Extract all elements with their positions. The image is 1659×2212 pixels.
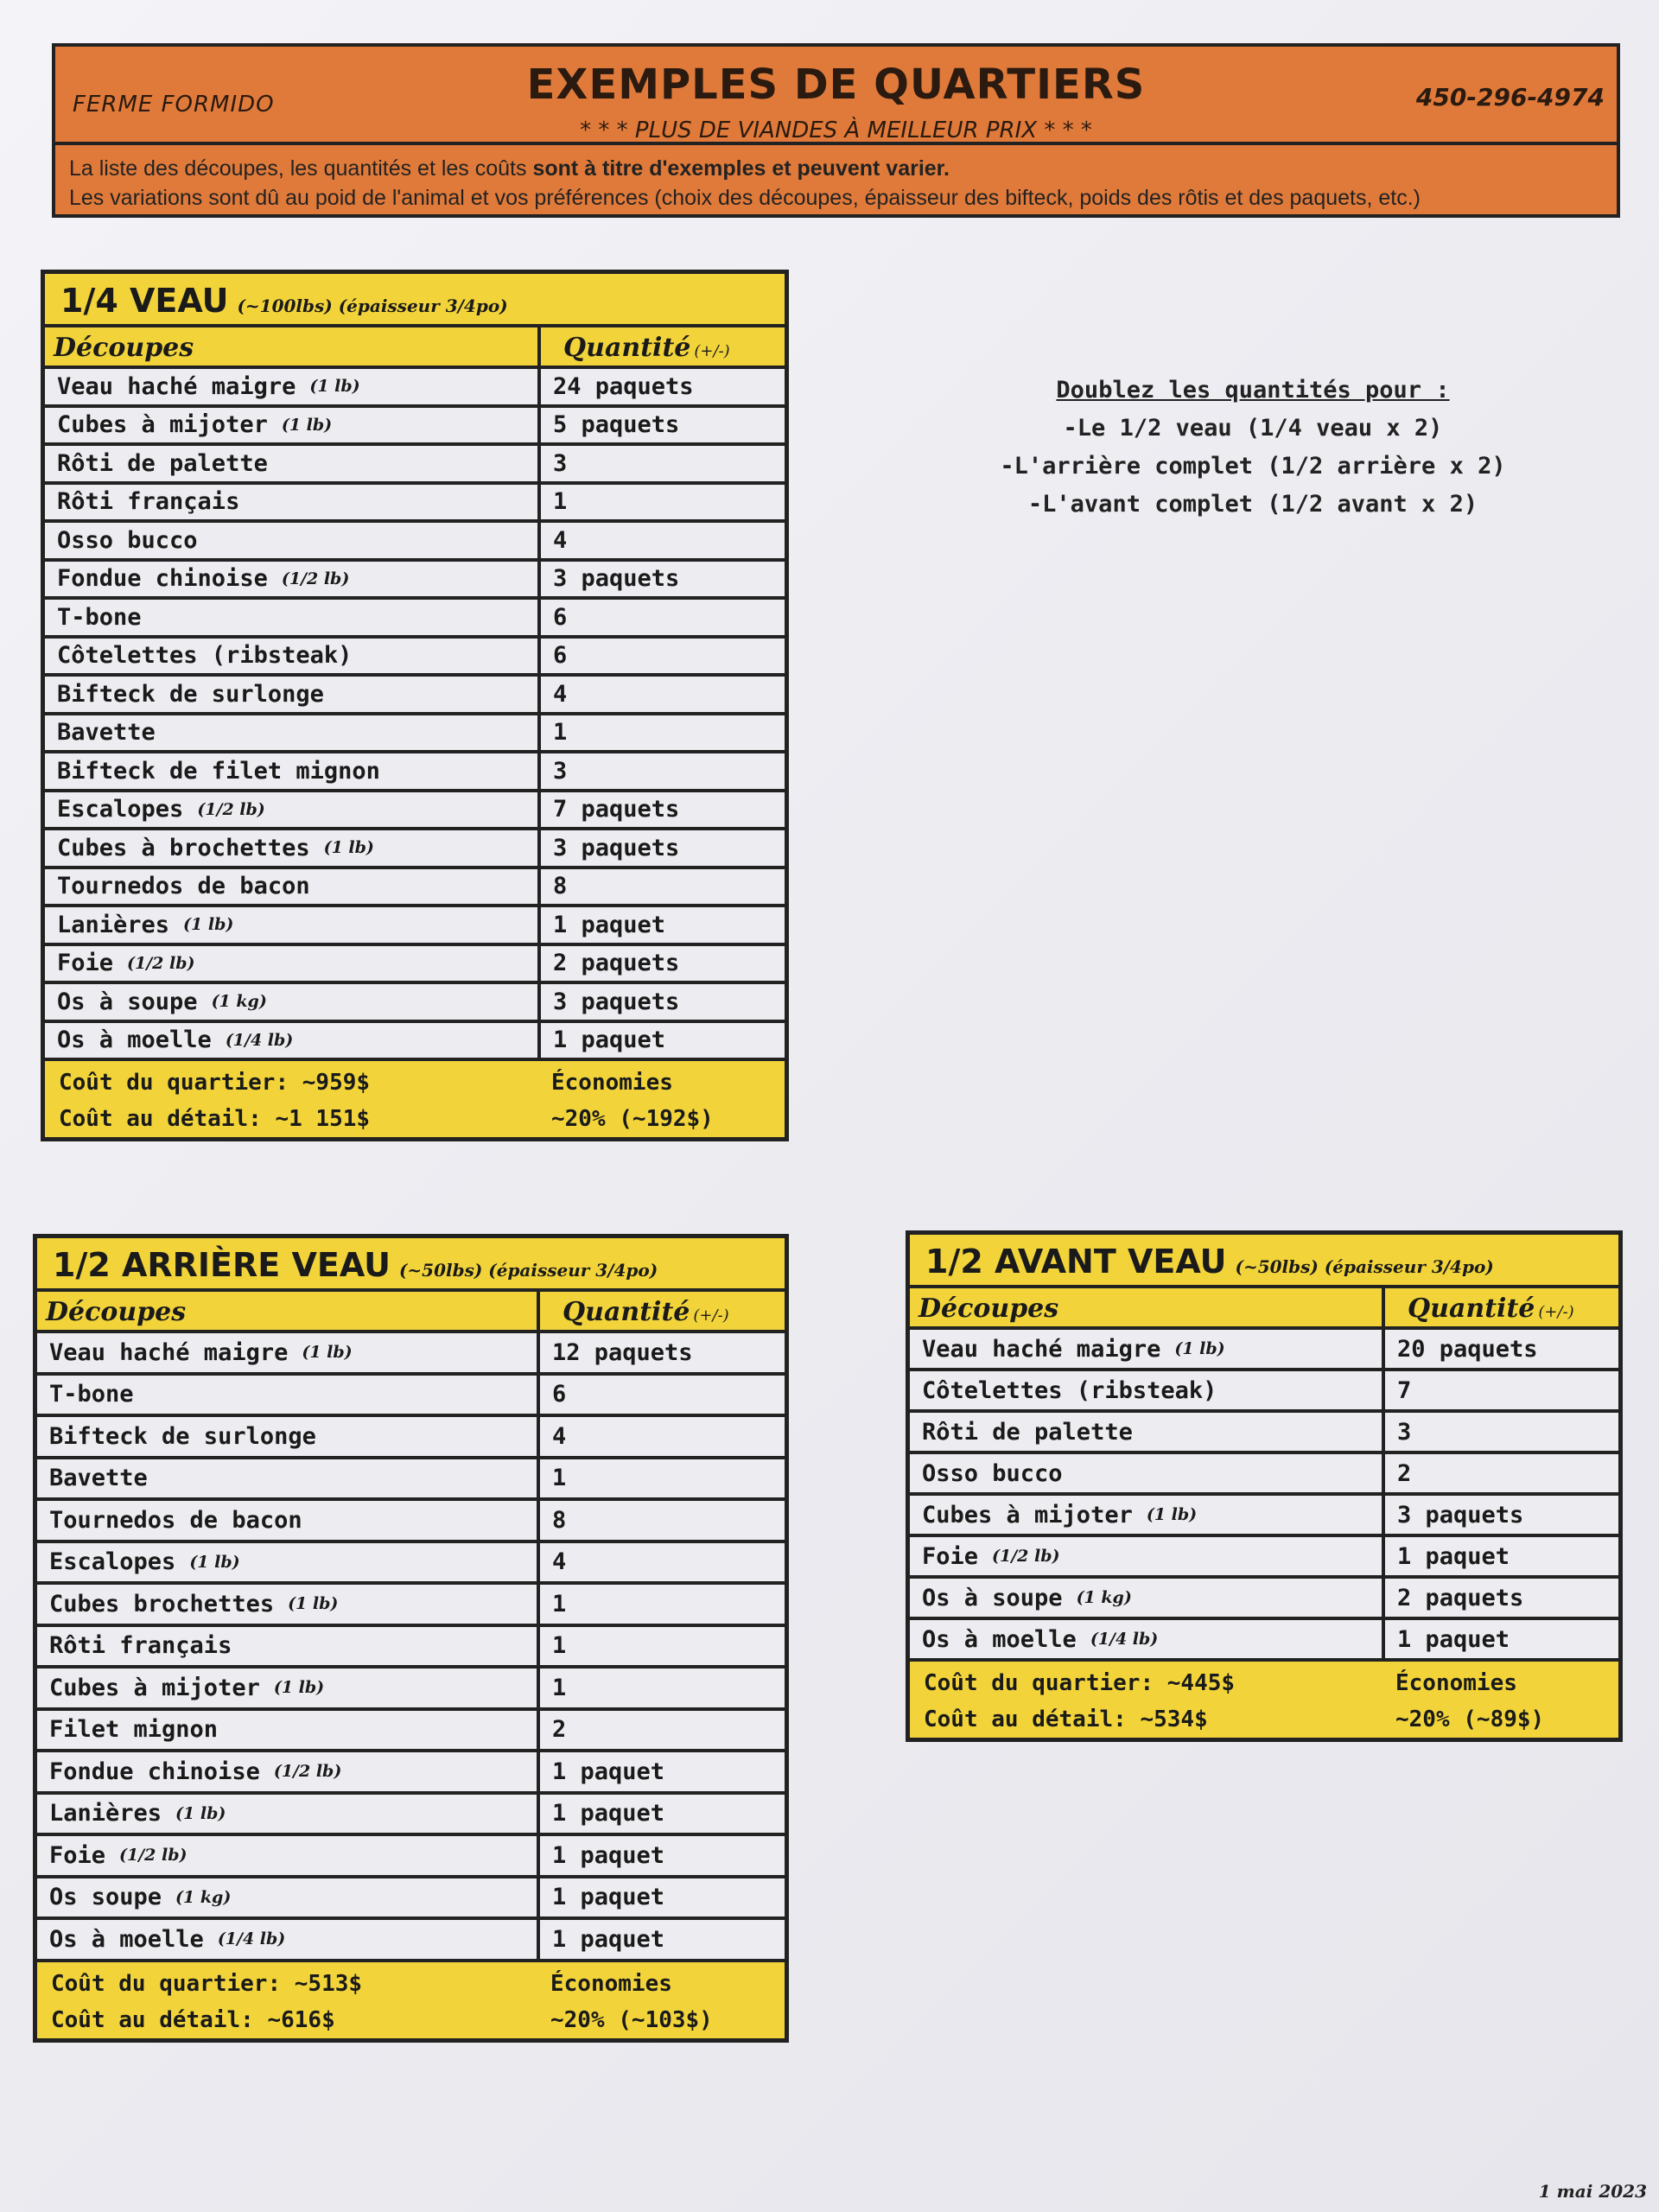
cut-name: Côtelettes (ribsteak) [57, 642, 353, 670]
table-row [37, 1669, 785, 1711]
quantity-cell: 2 [1382, 1454, 1618, 1492]
quantity-cell: 4 [537, 523, 785, 558]
cut-cell [37, 1752, 537, 1791]
quantity-cell: 24 paquets [537, 369, 785, 404]
cut-unit: (1/4 lb) [225, 1030, 294, 1050]
quantity-cell: 8 [537, 1501, 785, 1540]
column-header-quantity-text: Quantité [1408, 1294, 1535, 1324]
cut-cell [37, 1836, 537, 1875]
cut-unit: (1 lb) [175, 1803, 226, 1823]
table-row [37, 1878, 785, 1921]
cut-name: Os à soupe [57, 988, 198, 1015]
cut-cell [45, 1023, 537, 1058]
table-row [910, 1537, 1618, 1579]
cut-cell [45, 984, 537, 1020]
quantity-cell: 3 paquets [537, 984, 785, 1020]
cut-cell [45, 715, 537, 751]
cut-name: Escalopes [57, 796, 184, 823]
cut-cell [37, 1711, 537, 1750]
cut-name: Escalopes [49, 1548, 176, 1576]
cut-unit: (1 lb) [309, 377, 360, 397]
quantity-cell: 4 [537, 1543, 785, 1582]
table-row [37, 1417, 785, 1459]
column-header-quantity-note: (+/-) [1538, 1303, 1574, 1321]
cut-unit: (1/2 lb) [273, 1762, 342, 1782]
cut-name: Lanières [57, 911, 170, 938]
table-row [45, 562, 785, 601]
cut-unit: (1 kg) [175, 1887, 232, 1907]
double-quantities-note [994, 372, 1512, 524]
cut-unit: (1 lb) [302, 1343, 353, 1363]
cut-name: Côtelettes (ribsteak) [922, 1376, 1217, 1404]
table-header-row [45, 327, 785, 369]
cut-name: Rôti de palette [922, 1418, 1133, 1446]
cut-cell [37, 1795, 537, 1834]
cost-retail: Coût au détail: ~616$ [51, 2006, 335, 2033]
cut-unit: (1 lb) [288, 1594, 339, 1614]
column-header-quantity-note: (+/-) [693, 1306, 729, 1325]
cut-cell [45, 523, 537, 558]
cut-unit: (1/4 lb) [1090, 1630, 1159, 1649]
quantity-cell: 1 paquet [1382, 1537, 1618, 1575]
cut-cell [910, 1620, 1382, 1658]
cut-unit: (1 lb) [281, 415, 333, 435]
table-row [45, 830, 785, 869]
cut-name: Fondue chinoise [49, 1758, 260, 1785]
quantity-cell: 8 [537, 869, 785, 905]
cut-name: Filet mignon [49, 1716, 219, 1744]
cut-unit: (1 lb) [1174, 1339, 1225, 1358]
savings-column [1382, 1665, 1618, 1738]
cut-name: T-bone [57, 603, 142, 631]
table-row [910, 1579, 1618, 1620]
cut-name: Rôti de palette [57, 449, 268, 477]
cut-cell [910, 1454, 1382, 1492]
cost-quarter: Coût du quartier: ~513$ [51, 1970, 363, 1997]
quantity-cell: 7 [1382, 1371, 1618, 1409]
cost-column [45, 1065, 537, 1137]
column-header-quantity-text: Quantité [563, 333, 691, 363]
note-heading: Doublez les quantités pour : [1056, 377, 1450, 404]
column-header-cut: Découpes [54, 333, 194, 363]
cut-cell [37, 1627, 537, 1666]
table-title-text: 1/2 AVANT VEAU [925, 1243, 1227, 1281]
cut-cell [37, 1669, 537, 1707]
cut-cell [37, 1333, 537, 1372]
cut-cell [45, 562, 537, 597]
cut-cell [45, 907, 537, 943]
table-row [910, 1454, 1618, 1496]
quantity-cell: 2 paquets [537, 946, 785, 982]
cut-cell [45, 946, 537, 982]
table-footer [910, 1662, 1618, 1738]
cut-cell [910, 1579, 1382, 1617]
quantity-cell: 5 paquets [537, 408, 785, 443]
savings-value: ~20% (~103$) [550, 2006, 713, 2033]
table-title [45, 274, 785, 327]
table-row [910, 1330, 1618, 1371]
quantity-cell: 1 [537, 485, 785, 520]
table-row [37, 1836, 785, 1878]
cut-unit: (1/2 lb) [281, 569, 350, 588]
column-header-quantity [537, 1292, 785, 1330]
cut-name: Os à soupe [922, 1584, 1063, 1611]
quantity-cell: 1 paquet [537, 1836, 785, 1875]
cut-cell [45, 600, 537, 635]
cut-unit: (1/2 lb) [127, 953, 195, 973]
table-row [910, 1496, 1618, 1537]
cut-cell [45, 485, 537, 520]
quantity-cell: 6 [537, 600, 785, 635]
cut-cell [45, 869, 537, 905]
cut-cell [37, 1417, 537, 1456]
quantity-cell: 3 paquets [1382, 1496, 1618, 1534]
column-header-quantity-text: Quantité [563, 1297, 690, 1327]
quantity-cell: 1 paquet [537, 1752, 785, 1791]
disclaimer-line-1-text: La liste des découpes, les quantités et les coûts [69, 156, 533, 181]
cut-name: Bifteck de filet mignon [57, 757, 380, 785]
disclaimer-line-1 [69, 154, 1603, 183]
quantity-cell: 12 paquets [537, 1333, 785, 1372]
cost-quarter: Coût du quartier: ~959$ [59, 1070, 371, 1096]
cut-unit: (1 lb) [273, 1678, 325, 1698]
savings-label: Économies [551, 1070, 673, 1096]
quantity-cell: 4 [537, 677, 785, 712]
cut-name: Rôti français [57, 488, 240, 516]
table-row [45, 523, 785, 562]
table-row [37, 1543, 785, 1586]
cut-name: Lanières [49, 1800, 162, 1827]
table-row [45, 907, 785, 946]
table-row [37, 1752, 785, 1795]
cost-retail: Coût au détail: ~1 151$ [59, 1106, 371, 1132]
cut-cell [37, 1459, 537, 1498]
cut-unit: (1 lb) [323, 838, 374, 858]
cut-cell [910, 1413, 1382, 1451]
table-row [37, 1627, 785, 1669]
savings-column [537, 1065, 785, 1137]
cut-cell [910, 1371, 1382, 1409]
table-row [45, 446, 785, 485]
cut-name: Tournedos de bacon [49, 1506, 302, 1534]
document-date: 1 mai 2023 [1538, 2181, 1647, 2202]
cut-name: Bifteck de surlonge [57, 680, 324, 708]
table-row [910, 1620, 1618, 1662]
table-arriere-veau [33, 1234, 789, 2043]
cut-cell [45, 753, 537, 789]
quantity-cell: 3 paquets [537, 830, 785, 866]
table-row [45, 869, 785, 908]
cut-name: Veau haché maigre [57, 372, 296, 400]
cut-unit: (1/2 lb) [197, 799, 265, 819]
cut-cell [910, 1496, 1382, 1534]
cut-cell [37, 1501, 537, 1540]
quantity-cell: 3 [1382, 1413, 1618, 1451]
cut-name: Tournedos de bacon [57, 873, 310, 900]
table-row [45, 753, 785, 792]
quantity-cell: 2 [537, 1711, 785, 1750]
cut-cell [910, 1537, 1382, 1575]
table-row [45, 792, 785, 831]
cut-name: Os à moelle [49, 1925, 204, 1953]
quantity-cell: 3 [537, 753, 785, 789]
cut-name: Bavette [57, 719, 156, 747]
table-row [37, 1501, 785, 1543]
disclaimer [52, 145, 1620, 218]
cut-name: Bavette [49, 1465, 148, 1492]
page-subtitle: * * * PLUS DE VIANDES À MEILLEUR PRIX * * * [580, 118, 1092, 143]
cut-name: Os soupe [49, 1884, 162, 1911]
column-header-quantity [1382, 1288, 1618, 1326]
table-title [910, 1235, 1618, 1288]
cut-name: Os à moelle [57, 1027, 212, 1054]
cut-unit: (1/2 lb) [119, 1846, 188, 1866]
cut-unit: (1 kg) [1076, 1588, 1132, 1607]
cut-cell [45, 639, 537, 674]
table-row [37, 1376, 785, 1418]
note-line: -L'arrière complet (1/2 arrière x 2) [1000, 453, 1506, 480]
cut-cell [37, 1878, 537, 1917]
cut-unit: (1 lb) [189, 1552, 240, 1572]
cut-cell [910, 1330, 1382, 1368]
cut-cell [37, 1920, 537, 1959]
cost-quarter: Coût du quartier: ~445$ [924, 1670, 1236, 1696]
table-row [45, 677, 785, 715]
quantity-cell: 1 [537, 715, 785, 751]
table-title-note: (~50lbs) (épaisseur 3/4po) [398, 1260, 658, 1281]
cut-name: Veau haché maigre [922, 1335, 1161, 1363]
table-header-row [910, 1288, 1618, 1330]
quantity-cell: 3 paquets [537, 562, 785, 597]
cut-name: Cubes à mijoter [57, 411, 268, 439]
table-row [45, 485, 785, 524]
table-title-note: (~50lbs) (épaisseur 3/4po) [1235, 1256, 1494, 1277]
table-row [37, 1585, 785, 1627]
cost-column [37, 1966, 537, 2038]
table-row [45, 946, 785, 985]
cut-name: T-bone [49, 1381, 134, 1408]
cut-name: Bifteck de surlonge [49, 1422, 316, 1450]
quantity-cell: 1 paquet [1382, 1620, 1618, 1658]
savings-label: Économies [550, 1970, 672, 1997]
savings-column [537, 1966, 785, 2038]
note-line: -L'avant complet (1/2 avant x 2) [1027, 491, 1478, 518]
column-header-cut: Découpes [918, 1294, 1059, 1324]
table-row [45, 984, 785, 1023]
quantity-cell: 7 paquets [537, 792, 785, 828]
header-banner [52, 43, 1620, 145]
cut-unit: (1 lb) [1146, 1505, 1198, 1524]
column-header-cut: Découpes [46, 1297, 187, 1327]
table-footer [45, 1061, 785, 1137]
quantity-cell: 1 [537, 1585, 785, 1624]
disclaimer-line-2: Les variations sont dû au poid de l'animal et vos préférences (choix des découpes, épaisseur des bifteck, poids des rôtis et des paquets, etc.) [69, 186, 1421, 210]
cut-name: Cubes à mijoter [922, 1501, 1133, 1529]
cut-name: Os à moelle [922, 1625, 1077, 1653]
table-row [910, 1413, 1618, 1454]
quantity-cell: 1 [537, 1669, 785, 1707]
table-title-text: 1/2 ARRIÈRE VEAU [53, 1246, 391, 1284]
table-title-text: 1/4 VEAU [60, 282, 229, 320]
cut-name: Cubes brochettes [49, 1590, 275, 1618]
table-row [37, 1795, 785, 1837]
cost-column [910, 1665, 1382, 1738]
quantity-cell: 20 paquets [1382, 1330, 1618, 1368]
cut-cell [45, 446, 537, 481]
cut-unit: (1/4 lb) [217, 1929, 286, 1949]
farm-name: FERME FORMIDO [73, 92, 275, 118]
cut-cell [45, 677, 537, 712]
quantity-cell: 3 [537, 446, 785, 481]
note-line: -Le 1/2 veau (1/4 veau x 2) [1063, 415, 1443, 442]
cut-cell [37, 1376, 537, 1414]
cut-cell [45, 369, 537, 404]
disclaimer-line-1-bold: sont à titre d'exemples et peuvent varier. [532, 156, 950, 181]
cost-retail: Coût au détail: ~534$ [924, 1707, 1208, 1732]
cut-name: Foie [57, 950, 114, 977]
cut-unit: (1 lb) [183, 915, 234, 935]
cut-name: Rôti français [49, 1632, 232, 1660]
table-row [45, 639, 785, 677]
table-row [37, 1333, 785, 1376]
cut-name: Cubes à brochettes [57, 834, 310, 861]
savings-value: ~20% (~192$) [551, 1106, 714, 1132]
cut-name: Foie [49, 1841, 106, 1869]
table-row [45, 1023, 785, 1062]
cut-name: Foie [922, 1542, 979, 1570]
table-row [37, 1920, 785, 1962]
cut-unit: (1/2 lb) [992, 1547, 1060, 1566]
cut-name: Fondue chinoise [57, 565, 268, 593]
table-title [37, 1238, 785, 1292]
quantity-cell: 1 [537, 1459, 785, 1498]
quantity-cell: 1 paquet [537, 1878, 785, 1917]
cut-cell [37, 1543, 537, 1582]
table-quart-veau [41, 270, 789, 1141]
table-row [45, 715, 785, 754]
column-header-quantity-note: (+/-) [694, 342, 730, 360]
phone-number: 450-296-4974 [1415, 83, 1605, 111]
quantity-cell: 4 [537, 1417, 785, 1456]
table-row [37, 1711, 785, 1753]
table-row [45, 369, 785, 408]
quantity-cell: 1 paquet [537, 907, 785, 943]
table-row [45, 408, 785, 447]
cut-name: Osso bucco [57, 526, 198, 554]
table-footer [37, 1962, 785, 2038]
quantity-cell: 6 [537, 639, 785, 674]
savings-value: ~20% (~89$) [1395, 1707, 1545, 1732]
quantity-cell: 1 paquet [537, 1920, 785, 1959]
table-avant-veau [906, 1230, 1623, 1742]
cut-cell [45, 830, 537, 866]
cut-cell [45, 792, 537, 828]
cut-unit: (1 kg) [211, 992, 267, 1012]
quantity-cell: 1 paquet [537, 1795, 785, 1834]
table-row [37, 1459, 785, 1502]
page-title: EXEMPLES DE QUARTIERS [526, 60, 1146, 109]
quantity-cell: 6 [537, 1376, 785, 1414]
cut-cell [45, 408, 537, 443]
column-header-quantity [537, 327, 785, 365]
quantity-cell: 1 [537, 1627, 785, 1666]
cut-name: Veau haché maigre [49, 1338, 289, 1366]
cut-name: Osso bucco [922, 1459, 1063, 1487]
table-title-note: (~100lbs) (épaisseur 3/4po) [237, 296, 508, 316]
cut-cell [37, 1585, 537, 1624]
table-row [45, 600, 785, 639]
table-header-row [37, 1292, 785, 1333]
quantity-cell: 1 paquet [537, 1023, 785, 1058]
savings-label: Économies [1395, 1670, 1517, 1696]
cut-name: Cubes à mijoter [49, 1674, 260, 1701]
quantity-cell: 2 paquets [1382, 1579, 1618, 1617]
table-row [910, 1371, 1618, 1413]
